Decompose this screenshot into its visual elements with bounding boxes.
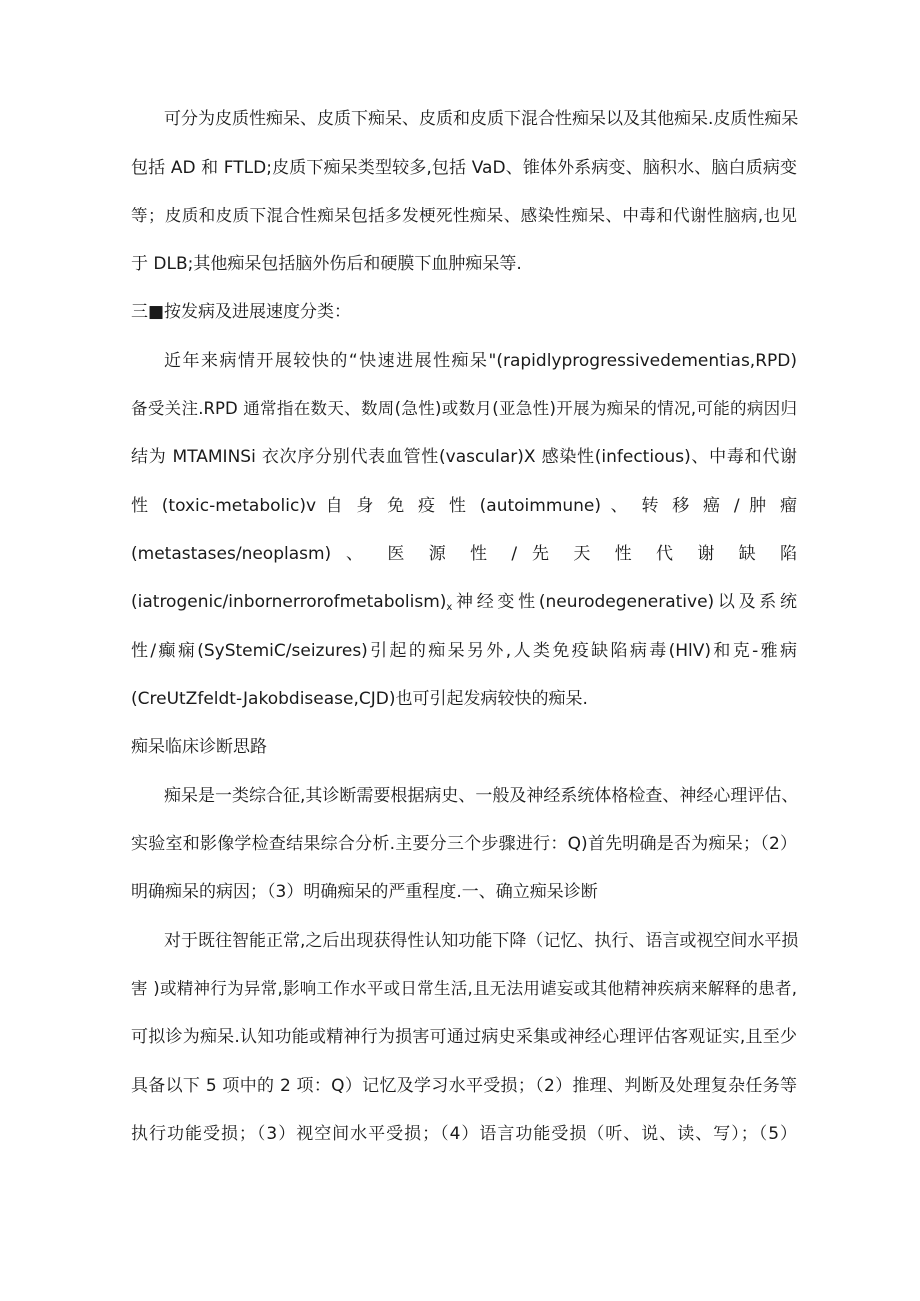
text-line: 害 )或精神行为异常,影响工作水平或日常生活,且无法用谑妄或其他精神疾病来解释的患者, [131, 979, 797, 998]
text-line: 痴呆是一类综合征,其诊断需要根据病史、一般及神经系统体格检查、神经心理评估、 [164, 786, 799, 806]
text-line: 性/癫痫(SyStemiC/seizures)引起的痴呆另外,人类免疫缺陷病毒(HlV)和克-雅病 [131, 641, 797, 661]
text-line: 实验室和影像学检查结果综合分析.主要分三个步骤进行：Q)首先明确是否为痴呆；（2） [131, 834, 797, 854]
text-line: 对于既往智能正常,之后出现获得性认知功能下降（记忆、执行、语言或视空间水平损 [164, 931, 799, 951]
subscript-mark: x [446, 602, 453, 613]
text-line: (CreUtZfeldt-Jakobdisease,CJD)也可引起发病较快的痴呆. [131, 689, 588, 709]
text-line: 备受关注.RPD 通常指在数天、数周(急性)或数月(亚急性)开展为痴呆的情况,可能的病因归 [131, 399, 797, 418]
text-line: 于 DLB;其他痴呆包括脑外伤后和硬膜下血肿痴呆等. [131, 254, 522, 274]
section-heading: 痴呆临床诊断思路 [131, 737, 267, 757]
section-heading: 三■按发病及进展速度分类： [131, 302, 352, 322]
text-line: 包括 AD 和 FTLD;皮质下痴呆类型较多,包括 VaD、锥体外系病变、脑积水、脑白质病变 [131, 158, 797, 178]
text-line: 近年来病情开展较快的“快速进展性痴呆"(rapidlyprogressivedementias,RPD) [164, 351, 797, 371]
text-line: 性 (toxic-metabolic)v 自 身 免 疫 性 (autoimmune) 、 转 移 癌 / 肿 瘤 [131, 496, 797, 516]
text-line [131, 590, 797, 620]
text-line: 结为 MTAMINSi 衣次序分别代表血管性(vascular)X 感染性(infectious)、中毒和代谢 [131, 447, 797, 467]
text-segment: 神经变性(neurodegenerative)以及系统 [452, 592, 797, 612]
text-line: 等；皮质和皮质下混合性痴呆包括多发梗死性痴呆、感染性痴呆、中毒和代谢性脑病,也见 [131, 206, 797, 225]
text-line: 执行功能受损；（3）视空间水平受损；（4）语言功能受损（听、说、读、写）；（5） [131, 1124, 797, 1144]
text-segment: (iatrogenic/inbornerrorofmetabolism) [131, 592, 447, 612]
text-line: 可分为皮质性痴呆、皮质下痴呆、皮质和皮质下混合性痴呆以及其他痴呆.皮质性痴呆 [164, 109, 799, 129]
text-line: (metastases/neoplasm) 、 医 源 性 / 先 天 性 代 谢 缺 陷 [131, 544, 797, 564]
text-line: 具备以下 5 项中的 2 项：Q）记忆及学习水平受损；（2）推理、判断及处理复杂任务等 [131, 1076, 797, 1096]
text-line: 可拟诊为痴呆.认知功能或精神行为损害可通过病史采集或神经心理评估客观证实,且至少 [131, 1027, 797, 1047]
text-line: 明确痴呆的病因；（3）明确痴呆的严重程度.一、确立痴呆诊断 [131, 882, 598, 902]
